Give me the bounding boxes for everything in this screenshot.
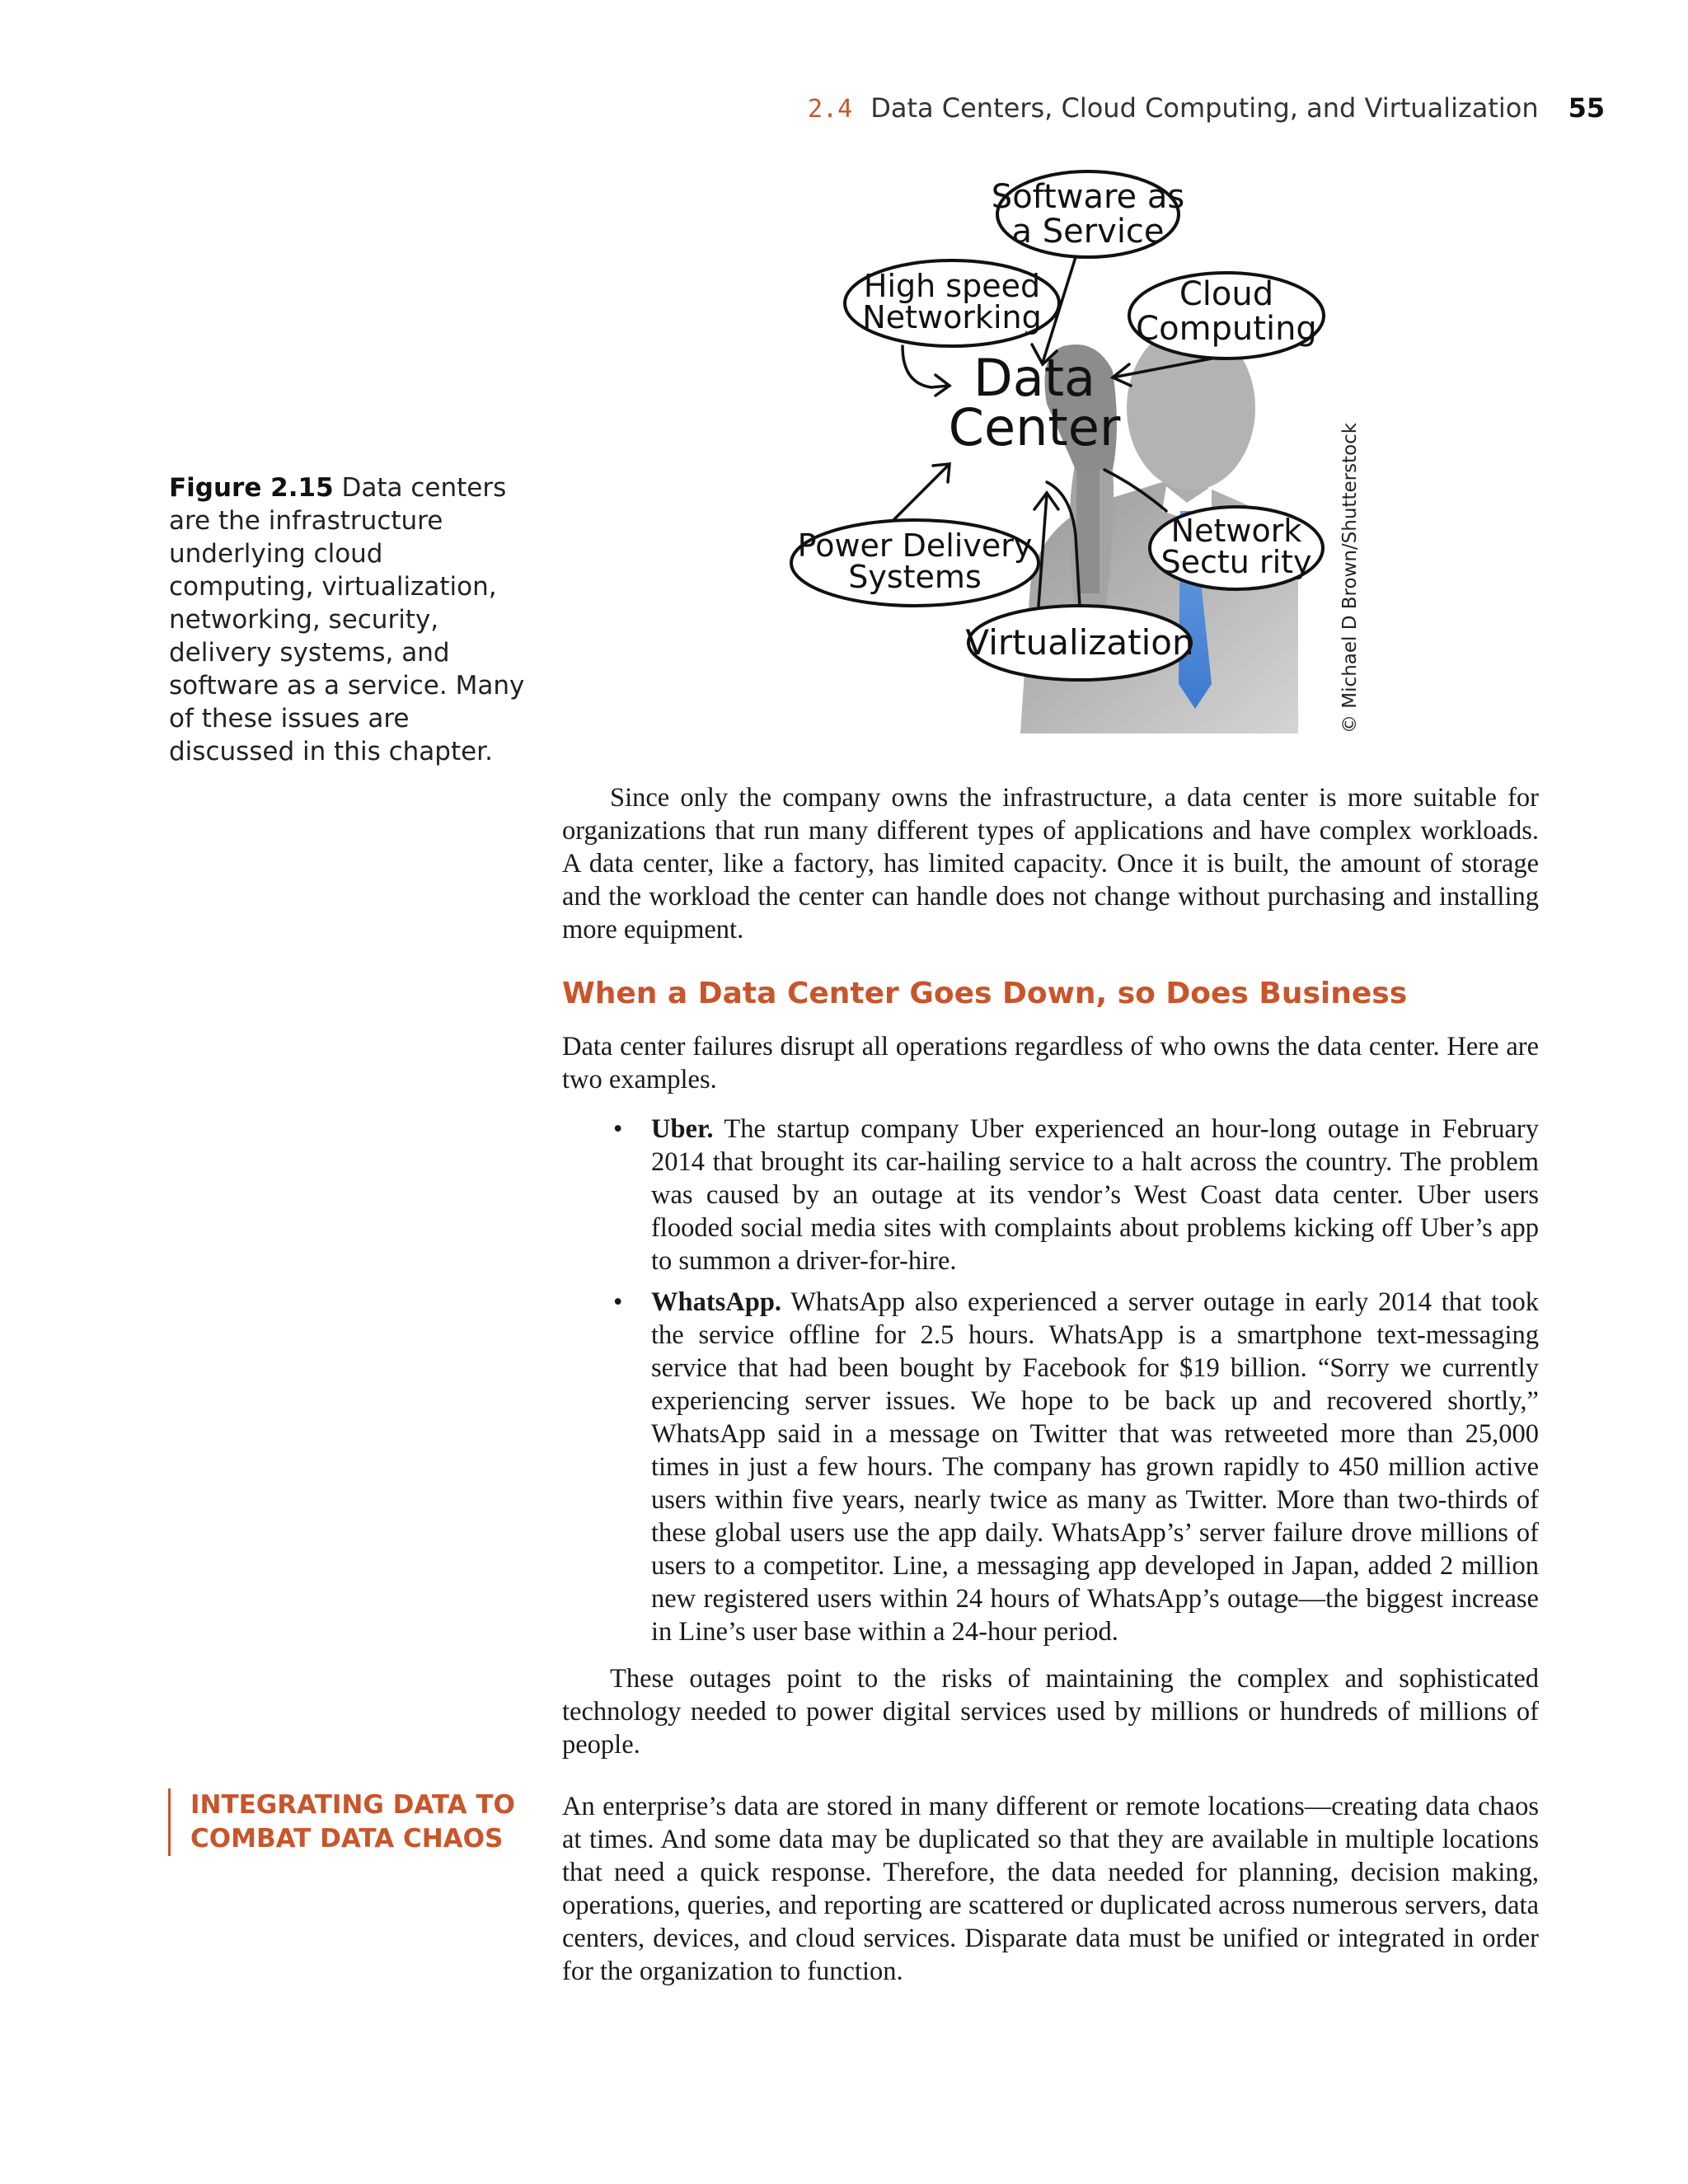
- section-number: 2.4: [808, 95, 853, 124]
- figure-caption-text: Data centers are the infrastructure underlying cloud computing, virtualization, networking, security, delivery systems, and software as a service. Many of these issues are discussed in this chapter.: [169, 473, 525, 766]
- section-heading: When a Data Center Goes Down, so Does Business: [562, 977, 1408, 1010]
- running-header: [808, 92, 1606, 124]
- bubble-text-networking-1: High speed: [863, 268, 1041, 304]
- bubble-text-virtualization: Virtualization: [965, 622, 1194, 663]
- bubble-text-security-1: Network: [1170, 513, 1302, 549]
- data-center-illustration: [750, 157, 1376, 733]
- bubble-text-power-1: Power Delivery: [797, 527, 1033, 564]
- page-number: 55: [1568, 92, 1606, 124]
- list-item-lead: Uber.: [651, 1114, 714, 1144]
- margin-heading: [168, 1788, 515, 1856]
- paragraph-text: An enterprise’s data are stored in many different or remote locations—creating data chaos at times. And some data may be duplicated so that they are available in multiple locations that need a quick response. Therefore, the data needed for planning, decision making, operations, queries, and reporting are scattered or duplicated across numerous servers, data centers, devices, and cloud services. Disparate data must be unified or integrated in order for the organization to function.: [562, 1792, 1539, 1986]
- paragraph-data-chaos: [562, 1790, 1539, 1988]
- list-item-lead: WhatsApp.: [651, 1287, 782, 1317]
- bubble-text-power-2: Systems: [848, 559, 982, 595]
- bubble-text-cloud-1: Cloud: [1179, 275, 1274, 313]
- figure-caption: [169, 471, 532, 768]
- bubble-text-center-1: Data: [973, 348, 1096, 408]
- margin-heading-line-1: INTEGRATING DATA TO: [190, 1790, 515, 1820]
- bubble-text-security-2: Sectu rity: [1160, 544, 1312, 580]
- bubble-text-saas-2: a Service: [1011, 213, 1165, 251]
- bubble-text-saas-1: Software as: [991, 178, 1185, 216]
- examples-list: [610, 1113, 1539, 1657]
- paragraph-text: Since only the company owns the infrastructure, a data center is more suitable for organizations that run many different types of applications and have complex workloads. A data center, like a factory, has limited capacity. Once it is built, the amount of storage and the workload the center can handle does not change without purchasing and installing more equipment.: [562, 783, 1539, 944]
- photo-credit: [1339, 422, 1372, 733]
- list-item-text: The startup company Uber experienced an hour-long outage in February 2014 that brought its car-hailing service to a halt across the country. The problem was caused by an outage at its vendor’s West Coast data center. Uber users flooded social media sites with complaints about problems kicking off Uber’s app to summon a driver-for-hire.: [651, 1114, 1539, 1276]
- paragraph-text: These outages point to the risks of maintaining the complex and sophisticated technology needed to power digital services used by millions or hundreds of millions of people.: [562, 1664, 1539, 1760]
- paragraph-data-center-capacity: [562, 781, 1539, 946]
- list-item-text: WhatsApp also experienced a server outage in early 2014 that took the service offline for 2.5 hours. WhatsApp is a smartphone text-messaging service that had been bought by Facebook for $19 billion. “Sorry we currently experiencing server issues. We hope to be back up and recovered shortly,” WhatsApp said in a message on Twitter that was retweeted more than 25,000 times in just a few hours. The company has grown rapidly to 450 million active users within five years, nearly twice as many as Twitter. More than two-thirds of these global users use the app daily. WhatsApp’s’ server failure drove millions of users to a competitor. Line, a messaging app developed in Japan, added 2 million new registered users within 24 hours of WhatsApp’s outage—the biggest increase in Line’s user base within a 24-hour period.: [651, 1287, 1539, 1647]
- bubble-text-cloud-2: Computing: [1136, 310, 1317, 348]
- figure-label: Figure 2.15: [169, 473, 334, 503]
- margin-heading-line-2: COMBAT DATA CHAOS: [190, 1824, 504, 1854]
- paragraph-failures-intro: [562, 1030, 1539, 1096]
- bullet-dot: •: [613, 1287, 623, 1317]
- bullet-dot: •: [613, 1114, 623, 1144]
- paragraph-outage-risks: [562, 1662, 1539, 1761]
- bubble-text-center-2: Center: [948, 397, 1121, 457]
- list-item-whatsapp: [610, 1286, 1539, 1648]
- bubble-text-networking-2: Networking: [862, 299, 1042, 335]
- section-title: Data Centers, Cloud Computing, and Virtualization: [870, 92, 1539, 124]
- photo-credit-text: © Michael D Brown/Shutterstock: [1339, 422, 1361, 733]
- list-item-uber: [610, 1113, 1539, 1277]
- paragraph-text: Data center failures disrupt all operations regardless of who owns the data center. Here are two examples.: [562, 1032, 1539, 1094]
